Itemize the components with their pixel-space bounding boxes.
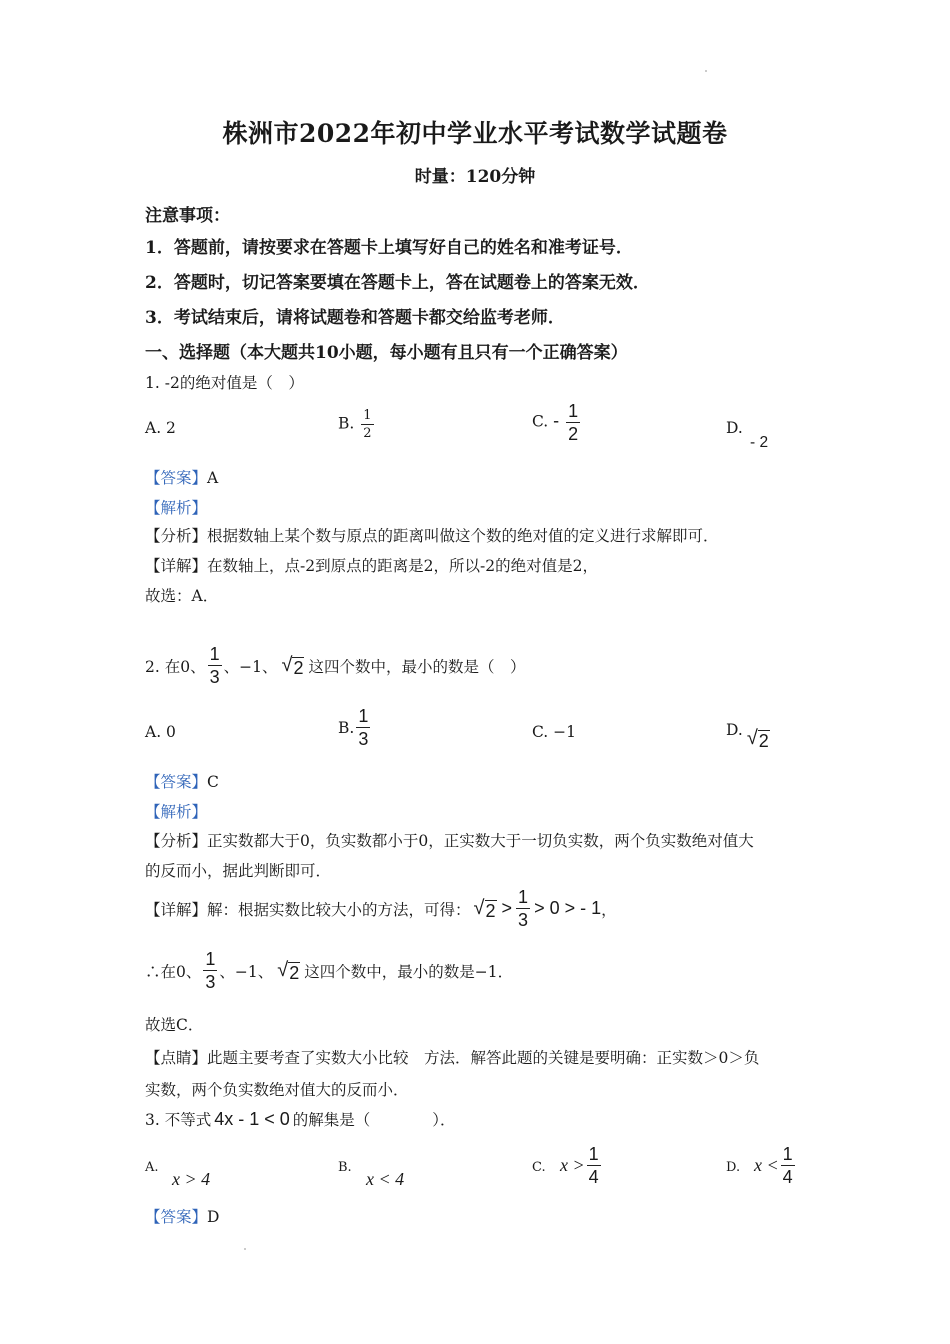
detail-comma: ， — [601, 900, 617, 919]
greater-than: > — [501, 898, 513, 918]
q3-option-c-fraction — [587, 1145, 601, 1186]
q1-detail — [145, 554, 598, 576]
radicand: 2 — [289, 963, 300, 983]
q2-therefore — [145, 950, 513, 991]
fraction-denominator: 2 — [568, 424, 579, 444]
q2-option-b-label: B. — [338, 718, 355, 737]
scan-speck — [705, 70, 707, 72]
q3-inequality: 4x - 1 < 0 — [214, 1108, 290, 1129]
fraction-denominator: 3 — [205, 972, 216, 992]
scan-speck — [244, 1248, 246, 1250]
fraction-numerator: 1 — [518, 887, 529, 907]
q1-option-c-label: C. — [532, 412, 549, 431]
fraction-numerator: 1 — [782, 1144, 793, 1164]
q3-stem-post: 的解集是（ ）． — [292, 1111, 456, 1129]
q2-option-d-label: D. — [726, 721, 743, 739]
notes-heading: 注意事项： — [145, 206, 230, 226]
q3-option-a-label: A. — [145, 1160, 159, 1175]
note-item: 3．考试结束后，请将试题卷和答题卡都交给监考老师． — [145, 308, 565, 328]
fraction-denominator: 3 — [358, 729, 369, 749]
q1-option-a: A. 2 — [145, 419, 176, 437]
note-text: 此题主要考查了实数大小比较 方法．解答此题的关键是要明确：正实数＞0＞负 — [207, 1049, 760, 1067]
q2-option-b — [338, 707, 372, 748]
q3-option-c-label: C. — [532, 1160, 546, 1175]
fraction-numerator: 1 — [588, 1144, 599, 1164]
q3-option-d-fraction — [781, 1145, 795, 1186]
q3-option-c-expr — [560, 1145, 603, 1186]
q2-fenxi-line2: 的反而小，据此判断即可． — [145, 862, 332, 880]
minus-sign: - — [553, 410, 560, 431]
answer-value: C — [207, 773, 219, 791]
q3-stem — [145, 1108, 456, 1130]
fraction-numerator: 1 — [358, 706, 369, 726]
detail-label: 【详解】 — [145, 900, 208, 919]
q2-option-d-sqrt: √ 2 — [746, 727, 769, 751]
therefore-fraction — [203, 950, 217, 991]
answer-value: D — [207, 1208, 220, 1226]
fraction-numerator: 1 — [209, 644, 220, 664]
q1-option-d-value: - 2 — [750, 434, 769, 451]
note-item: 2．答题时，切记答案要填在答题卡上，答在试题卷上的答案无效． — [145, 273, 650, 293]
q1-option-c-fraction — [566, 402, 580, 443]
q3-answer — [145, 1205, 219, 1227]
q1-option-b-label: B. — [338, 414, 355, 433]
fenxi-label: 【分析】 — [145, 527, 208, 545]
q3-option-b-label: B. — [338, 1160, 352, 1175]
fenxi-label: 【分析】 — [145, 832, 208, 850]
q1-option-b-fraction — [361, 409, 373, 440]
q2-note-line1 — [145, 1046, 759, 1068]
fraction-numerator: 1 — [568, 401, 579, 421]
q1-option-c — [532, 402, 582, 443]
note-item: 1．答题前，请按要求在答题卡上填写好自己的姓名和准考证号． — [145, 238, 633, 258]
detail-expression: > 0 > - 1 — [534, 898, 602, 918]
detail-text: 在数轴上，点-2到原点的距离是2，所以-2的绝对值是2， — [207, 557, 598, 575]
fraction-denominator: 3 — [518, 910, 529, 930]
q1-analysis-label: 【解析】 — [145, 499, 208, 517]
answer-value: A — [207, 469, 219, 487]
answer-label: 【答案】 — [145, 773, 208, 791]
q1-option-d-label: D. — [726, 419, 743, 437]
detail-label: 【详解】 — [145, 557, 208, 575]
paper-title: 株洲市2022年初中学业水平考试数学试题卷 — [222, 119, 728, 148]
q3-option-d-label: D. — [726, 1160, 741, 1175]
q3-stem-pre: 3. 不等式 — [145, 1111, 212, 1129]
q1-option-b — [338, 409, 376, 440]
q3-option-a-expr: x > 4 — [172, 1169, 211, 1189]
detail-sqrt: √ 2 — [473, 897, 496, 921]
q2-stem — [145, 645, 525, 686]
therefore-sqrt: √ 2 — [277, 959, 300, 983]
q2-note-line2: 实数，两个负实数绝对值大的反而小． — [145, 1081, 409, 1099]
q2-stem-pre: 2. 在0、 — [145, 657, 206, 676]
q1-stem: 1. -2的绝对值是（ ） — [145, 374, 304, 392]
q1-choose: 故选：A． — [145, 587, 219, 605]
fraction-denominator: 2 — [363, 426, 372, 441]
q2-answer — [145, 770, 219, 792]
therefore-pre: ∴在0、 — [145, 962, 202, 981]
detail-text: 解：根据实数比较大小的方法，可得： — [207, 900, 471, 919]
fenxi-text: 正实数都大于0，负实数都小于0，正实数大于一切负实数，两个负实数绝对值大 — [207, 832, 754, 850]
q2-analysis-label: 【解析】 — [145, 803, 208, 821]
q1-fenxi — [145, 524, 719, 546]
q2-fenxi-line1 — [145, 829, 754, 851]
q3-option-c-text: x > — [560, 1155, 585, 1175]
q3-option-b-expr: x < 4 — [366, 1169, 405, 1189]
q2-option-a: A. 0 — [145, 723, 176, 741]
fraction-denominator: 4 — [588, 1167, 599, 1187]
answer-label: 【答案】 — [145, 1208, 208, 1226]
fraction-numerator: 1 — [363, 408, 372, 423]
fraction-numerator: 1 — [205, 949, 216, 969]
q2-stem-sqrt: √ 2 — [281, 654, 304, 678]
q1-answer — [145, 466, 218, 488]
q3-option-d-text: x < — [754, 1155, 779, 1175]
q2-option-b-fraction — [356, 707, 370, 748]
therefore-mid: 、−1、 — [219, 962, 274, 981]
radicand: 2 — [485, 901, 496, 921]
q2-option-c: C. −1 — [532, 723, 577, 741]
answer-label: 【答案】 — [145, 469, 208, 487]
fenxi-text: 根据数轴上某个数与原点的距离叫做这个数的绝对值的定义进行求解即可． — [207, 527, 719, 545]
q2-option-d — [726, 721, 770, 750]
detail-fraction — [516, 888, 530, 929]
note-label: 【点睛】 — [145, 1049, 208, 1067]
section-heading: 一、选择题（本大题共10小题，每小题有且只有一个正确答案） — [145, 343, 628, 363]
fraction-denominator: 3 — [209, 667, 220, 687]
q2-detail — [145, 888, 617, 929]
radicand: 2 — [758, 731, 769, 751]
q2-choose: 故选C． — [145, 1016, 204, 1034]
time-limit: 时量：120分钟 — [414, 167, 536, 187]
radicand: 2 — [293, 658, 304, 678]
fraction-denominator: 4 — [782, 1167, 793, 1187]
q3-option-d-expr — [754, 1145, 797, 1186]
therefore-post: 这四个数中，最小的数是−1． — [304, 962, 514, 981]
q2-stem-fraction — [208, 645, 222, 686]
q2-stem-mid: 、−1、 — [223, 657, 278, 676]
q2-stem-post: 这四个数中，最小的数是（ ） — [308, 657, 526, 676]
